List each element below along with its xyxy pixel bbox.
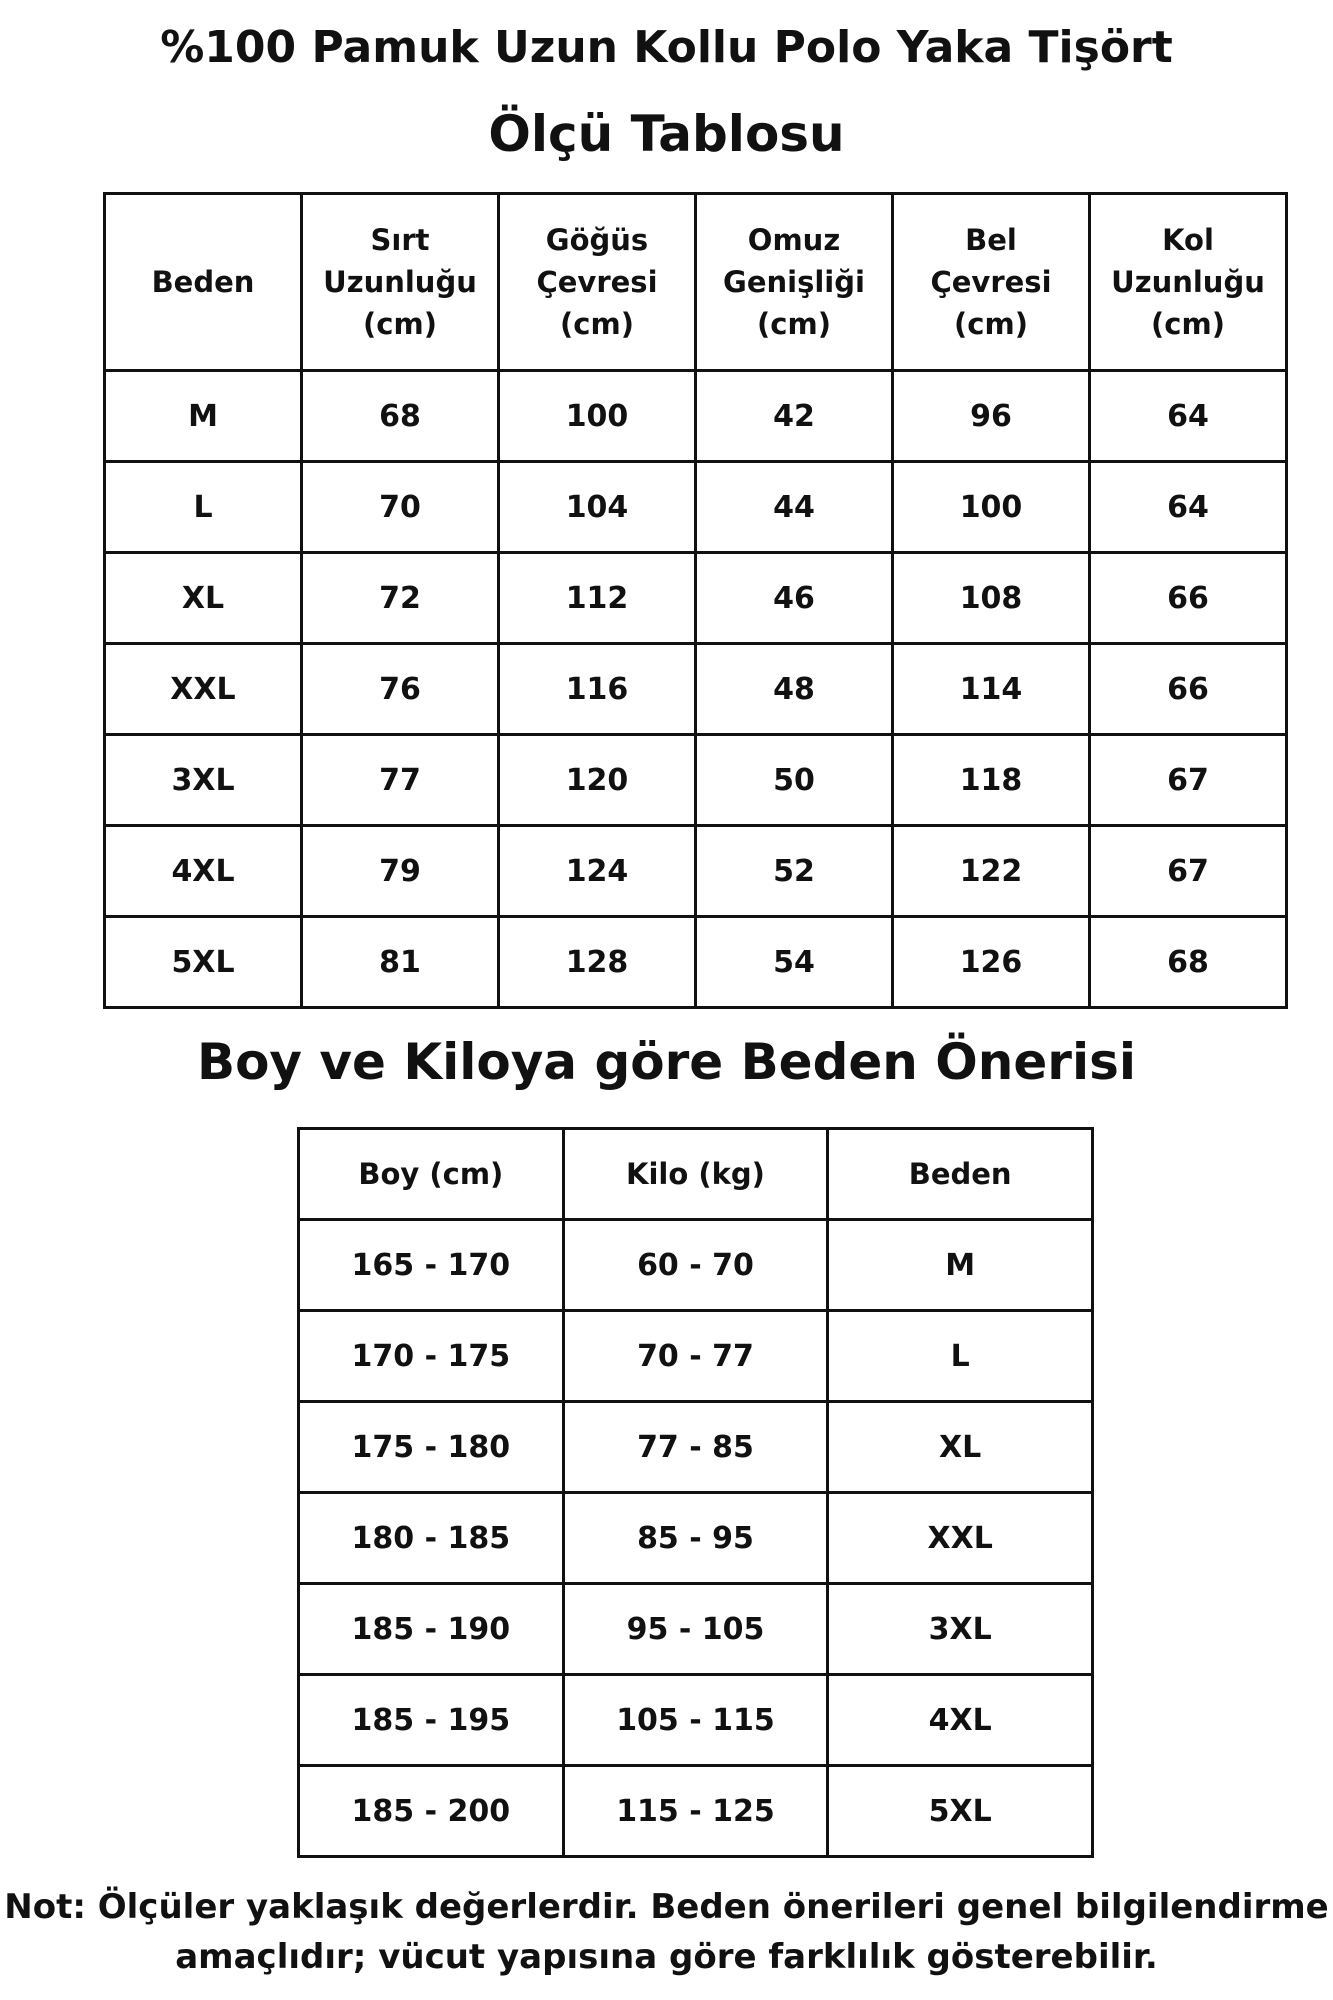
table-cell: M <box>105 371 302 462</box>
header-line: Genişliği <box>723 265 865 299</box>
table-cell: 112 <box>499 553 696 644</box>
disclaimer-note <box>0 1882 1333 1982</box>
column-header-shoulder <box>696 194 893 371</box>
table-cell: L <box>828 1311 1093 1402</box>
table-cell: 70 - 77 <box>563 1311 828 1402</box>
table-cell: 66 <box>1090 553 1287 644</box>
header-line: Omuz <box>747 223 841 257</box>
table-cell: 5XL <box>105 917 302 1008</box>
size-chart-table <box>103 192 1288 1009</box>
header-line: Bel <box>965 223 1017 257</box>
table-cell: 67 <box>1090 826 1287 917</box>
table-cell: 95 - 105 <box>563 1584 828 1675</box>
header-line: (cm) <box>954 307 1028 341</box>
table-cell: 3XL <box>828 1584 1093 1675</box>
column-header-height: Boy (cm) <box>299 1129 564 1220</box>
table-cell: 64 <box>1090 462 1287 553</box>
header-line: Uzunluğu <box>1111 265 1265 299</box>
table-cell: 44 <box>696 462 893 553</box>
column-header-size <box>105 194 302 371</box>
table-cell: 52 <box>696 826 893 917</box>
column-header-size: Beden <box>828 1129 1093 1220</box>
size-chart-title: Ölçü Tablosu <box>488 105 845 163</box>
table-row <box>299 1220 1093 1311</box>
table-cell: 104 <box>499 462 696 553</box>
table-row <box>105 553 1287 644</box>
table-cell: 76 <box>302 644 499 735</box>
table-cell: 100 <box>499 371 696 462</box>
table-cell: 175 - 180 <box>299 1402 564 1493</box>
header-line: (cm) <box>757 307 831 341</box>
table-cell: 68 <box>302 371 499 462</box>
table-row <box>105 371 1287 462</box>
table-cell: XXL <box>828 1493 1093 1584</box>
table-row <box>299 1584 1093 1675</box>
table-row <box>299 1766 1093 1857</box>
table-cell: 68 <box>1090 917 1287 1008</box>
column-header-waist <box>893 194 1090 371</box>
header-line: (cm) <box>1151 307 1225 341</box>
table-cell: 72 <box>302 553 499 644</box>
table-cell: 96 <box>893 371 1090 462</box>
table-row <box>105 735 1287 826</box>
table-cell: 54 <box>696 917 893 1008</box>
table-cell: 48 <box>696 644 893 735</box>
table-cell: 77 <box>302 735 499 826</box>
table-cell: 180 - 185 <box>299 1493 564 1584</box>
header-line: Göğüs <box>545 223 649 257</box>
table-cell: 77 - 85 <box>563 1402 828 1493</box>
table-cell: 126 <box>893 917 1090 1008</box>
recommendation-title: Boy ve Kiloya göre Beden Önerisi <box>196 1033 1137 1091</box>
size-chart-header-row <box>105 194 1287 371</box>
table-cell: 3XL <box>105 735 302 826</box>
table-cell: 60 - 70 <box>563 1220 828 1311</box>
table-cell: 4XL <box>105 826 302 917</box>
table-cell: 5XL <box>828 1766 1093 1857</box>
table-cell: XXL <box>105 644 302 735</box>
table-cell: 118 <box>893 735 1090 826</box>
table-cell: 42 <box>696 371 893 462</box>
header-line: (cm) <box>560 307 634 341</box>
table-row <box>299 1493 1093 1584</box>
note-line: Not: Ölçüler yaklaşık değerlerdir. Beden önerileri genel bilgilendirme <box>4 1887 1329 1927</box>
table-cell: XL <box>828 1402 1093 1493</box>
table-cell: 46 <box>696 553 893 644</box>
table-cell: 120 <box>499 735 696 826</box>
table-cell: 4XL <box>828 1675 1093 1766</box>
table-row <box>105 917 1287 1008</box>
table-cell: 185 - 190 <box>299 1584 564 1675</box>
table-row <box>299 1675 1093 1766</box>
page-title: %100 Pamuk Uzun Kollu Polo Yaka Tişört <box>160 22 1173 73</box>
recommendation-header-row <box>299 1129 1093 1220</box>
table-cell: M <box>828 1220 1093 1311</box>
table-cell: 115 - 125 <box>563 1766 828 1857</box>
table-cell: L <box>105 462 302 553</box>
header-line: (cm) <box>363 307 437 341</box>
table-row <box>299 1311 1093 1402</box>
table-cell: 108 <box>893 553 1090 644</box>
table-cell: 100 <box>893 462 1090 553</box>
table-row <box>105 644 1287 735</box>
table-cell: 67 <box>1090 735 1287 826</box>
column-header-sleeve <box>1090 194 1287 371</box>
table-cell: 85 - 95 <box>563 1493 828 1584</box>
table-cell: 170 - 175 <box>299 1311 564 1402</box>
table-row <box>105 826 1287 917</box>
table-cell: 124 <box>499 826 696 917</box>
table-cell: 50 <box>696 735 893 826</box>
table-cell: 81 <box>302 917 499 1008</box>
header-line: Sırt <box>370 223 430 257</box>
header-line: Çevresi <box>536 265 658 299</box>
table-cell: 105 - 115 <box>563 1675 828 1766</box>
header-line: Çevresi <box>930 265 1052 299</box>
table-cell: XL <box>105 553 302 644</box>
size-recommendation-table <box>297 1127 1094 1858</box>
table-cell: 114 <box>893 644 1090 735</box>
column-header-chest <box>499 194 696 371</box>
table-cell: 66 <box>1090 644 1287 735</box>
table-cell: 79 <box>302 826 499 917</box>
header-line: Uzunluğu <box>323 265 477 299</box>
table-row <box>105 462 1287 553</box>
table-cell: 64 <box>1090 371 1287 462</box>
column-header-back-length <box>302 194 499 371</box>
table-row <box>299 1402 1093 1493</box>
note-line: amaçlıdır; vücut yapısına göre farklılık gösterebilir. <box>175 1937 1158 1977</box>
header-line: Beden <box>151 265 255 299</box>
header-line: Kol <box>1162 223 1214 257</box>
table-cell: 185 - 195 <box>299 1675 564 1766</box>
table-cell: 122 <box>893 826 1090 917</box>
table-cell: 70 <box>302 462 499 553</box>
table-cell: 185 - 200 <box>299 1766 564 1857</box>
column-header-weight: Kilo (kg) <box>563 1129 828 1220</box>
table-cell: 128 <box>499 917 696 1008</box>
table-cell: 165 - 170 <box>299 1220 564 1311</box>
table-cell: 116 <box>499 644 696 735</box>
